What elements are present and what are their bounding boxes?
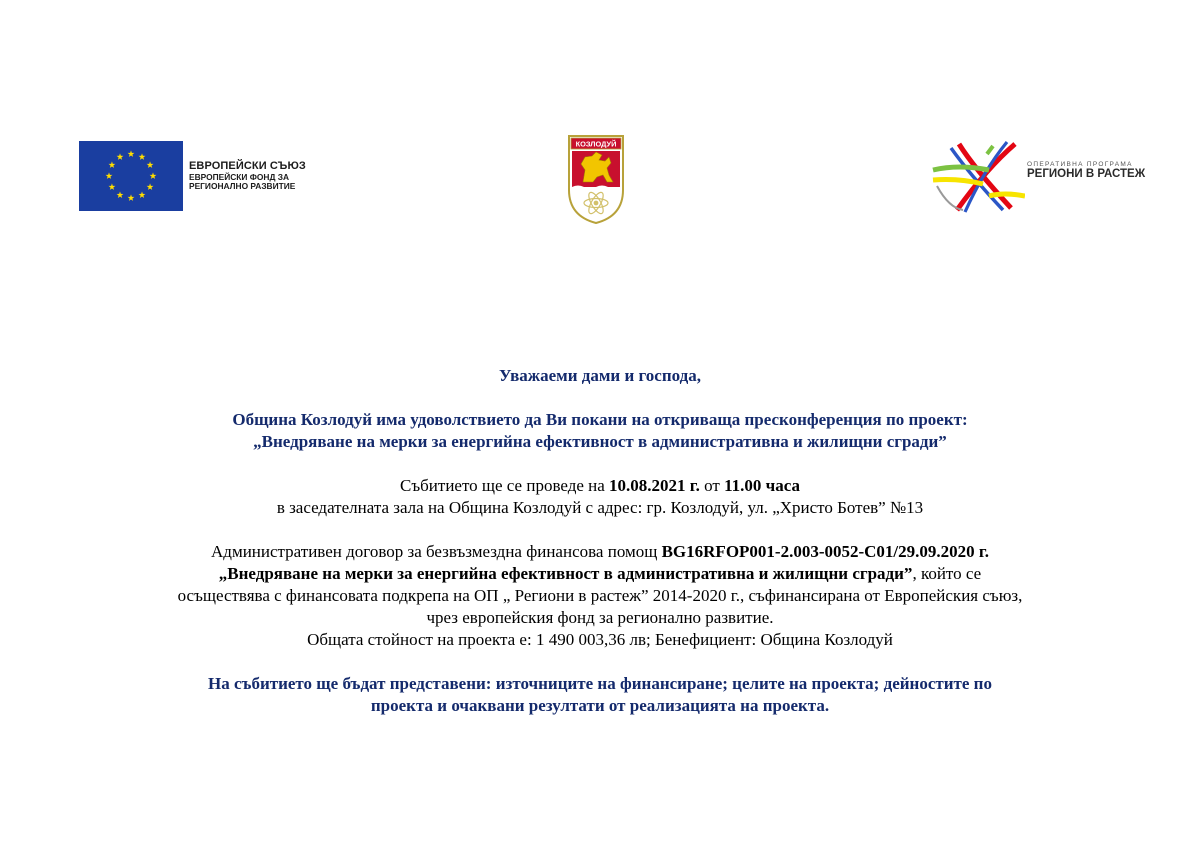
eu-flag-icon <box>79 141 183 211</box>
event-from: от <box>704 476 720 495</box>
eu-star-icon <box>117 153 124 160</box>
contract-line2: осъществява с финансовата подкрепа на ОП „ Региони в растеж” 2014-2020 г., съфинансирана от Европейския съюз, <box>177 586 1023 605</box>
kozloduy-banner-text: КОЗЛОДУЙ <box>575 139 617 149</box>
event-location: в заседателната зала на Община Козлодуй с адрес: гр. Козлодуй, ул. „Христо Ботев” №13 <box>276 498 924 517</box>
eu-star-icon <box>117 191 124 198</box>
eu-star-icon <box>109 161 116 168</box>
eu-star-icon <box>139 191 146 198</box>
event-time: 11.00 часа <box>724 476 800 495</box>
closing-line1: На събитието ще бъдат представени: източниците на финансиране; целите на проекта; дейностите по <box>208 674 992 693</box>
eu-logo-line2: ЕВРОПЕЙСКИ ФОНД ЗА <box>189 171 290 182</box>
eu-star-icon <box>106 172 113 179</box>
regions-in-growth-logo <box>929 137 1159 215</box>
eu-star-icon <box>147 161 154 168</box>
eu-logo-line1: ЕВРОПЕЙСКИ СЪЮЗ <box>189 160 306 173</box>
eu-star-icon <box>150 172 157 179</box>
eu-logo <box>79 140 319 212</box>
eu-logo-line3: РЕГИОНАЛНО РАЗВИТИЕ <box>189 181 296 192</box>
greeting: Уважаеми дами и господа, <box>498 366 702 385</box>
regions-logo-line1: ОПЕРАТИВНА ПРОГРАМА <box>1027 160 1133 168</box>
eu-star-icon <box>147 183 154 190</box>
event-line <box>60 475 1140 497</box>
kozloduy-coat-of-arms <box>563 130 629 226</box>
eu-star-icon <box>128 150 135 157</box>
eu-star-icon <box>128 194 135 201</box>
contract-after-title: , който се <box>912 564 982 583</box>
regions-logo-line2: РЕГИОНИ В РАСТЕЖ <box>1027 168 1146 181</box>
contract-line3: чрез европейския фонд за регионално развитие. <box>426 608 774 627</box>
regions-x-mark-icon <box>929 138 1025 214</box>
event-date: 10.08.2021 г. <box>609 476 700 495</box>
contract-line1 <box>60 541 1140 563</box>
closing-line2: проекта и очаквани резултати от реализацията на проекта. <box>370 696 830 715</box>
eu-star-icon <box>139 153 146 160</box>
contract-project-title: „Внедряване на мерки за енергийна ефективност в административна и жилищни сгради” <box>218 564 913 583</box>
regions-logo-text <box>1027 162 1145 181</box>
contract-number: BG16RFOP001-2.003-0052-C01/29.09.2020 г. <box>661 542 989 561</box>
intro-line: Община Козлодуй има удоволствието да Ви покани на откриваща пресконференция по проект: <box>232 410 968 429</box>
contract-prefix: Административен договор за безвъзмездна финансова помощ <box>211 542 658 561</box>
eu-logo-text <box>189 160 306 191</box>
contract-title-line <box>60 563 1140 585</box>
eu-star-icon <box>109 183 116 190</box>
contract-line4: Общата стойност на проекта е: 1 490 003,36 лв; Бенефициент: Община Козлодуй <box>307 630 893 649</box>
project-title: „Внедряване на мерки за енергийна ефективност в административна и жилищни сгради” <box>253 432 947 451</box>
event-prefix: Събитието ще се проведе на <box>400 476 605 495</box>
invitation-body <box>60 365 1140 717</box>
